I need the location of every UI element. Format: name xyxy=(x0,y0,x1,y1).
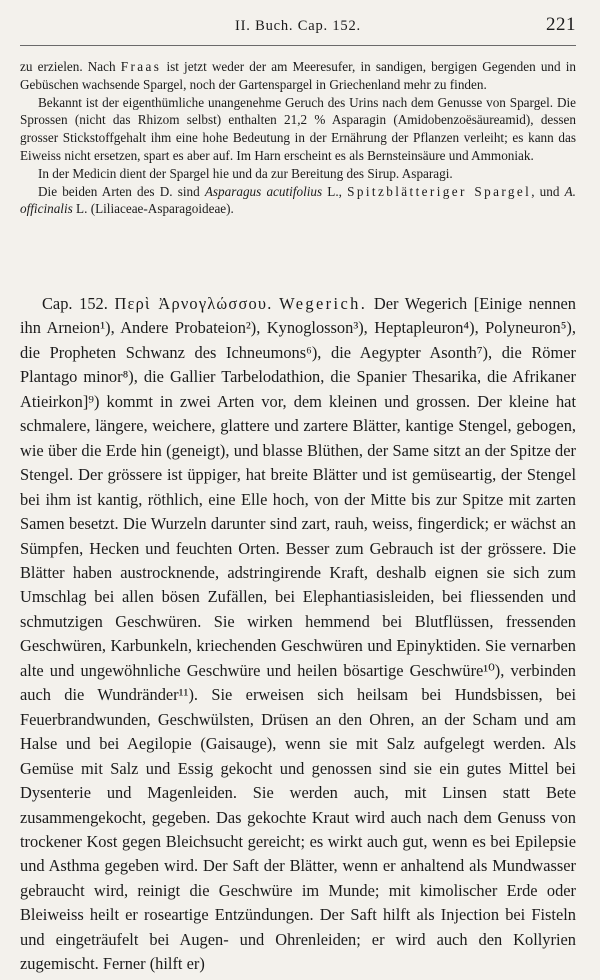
header-rule xyxy=(20,45,576,46)
greek-title: Περὶ Ἀρνογλώσσου. xyxy=(114,294,273,313)
commentary-notes xyxy=(20,58,576,218)
note-paragraph-2: Bekannt ist der eigenthümliche unangenehme Geruch des Urins nach dem Genusse von Spargel. Die Sprossen (nicht das Rhizom selbst) enthalten 21,2 % Asparagin (Amidobenzoësäureamid), dessen grosser Stickstoffgehalt ihm eine hohe Bedeutung in der Ernährung der Pflanzen verleiht; es kann das Eiweiss nicht ersetzen, spart es aber auf. Im Harn erscheint es als Bernsteinsäure und Ammoniak. xyxy=(20,94,576,163)
note-paragraph-1: zu erzielen. Nach Fraas ist jetzt weder der am Meeresufer, in sandigen, bergigen Gegenden und in Gebüschen wachsende Spargel, noch der Gartenspargel in Griechenland mehr zu finden. xyxy=(20,59,576,92)
chapter-body: Der Wegerich [Einige nennen ihn Arneion¹), Andere Probateion²), Kynoglosson³), Heptapleuron⁴), Polyneuron⁵), die Propheten Schwanz des Ichneumons⁶), die Aegypter Asonth⁷), die Römer Plantago minor⁸), die Gallier Tarbelodathion, die Spanier Thesarika, die Afrikaner Atieirkon]⁹) kommt in zwei Arten vor, dem kleinen und grossen. Der kleine hat schmalere, längere, weichere, glattere und zartere Blätter, kantige Stengel, gebogen, wie über die Erde hin (geneigt), und blasse Blüthen, der Same sitzt an der Spitze der Stengel. Der grössere ist üppiger, hat breite Blätter und ist gemüseartig, der Stengel bei ihm ist kantig, röthlich, eine Elle hoch, von der Mitte bis zur Spitze mit zarten Samen besetzt. Die Wurzeln darunter sind zart, rauh, weiss, fingerdick; er wächst an Sümpfen, Hecken und feuchten Orten. Besser zum Gebrauch ist der grössere. Die Blätter haben austrocknende, adstringirende Kraft, deshalb eignen sie sich zum Umschlag bei allen bösen Zufällen, bei Elephantiasisleiden, bei fliessenden und schmutzigen Geschwüren. Sie wirken hemmend bei Blutflüssen, fressenden Geschwüren, Karbunkeln, kriechenden Geschwüren und Epinyktiden. Sie vernarben alte und ungewöhnliche Geschwüre und heilen bösartige Geschwüre¹⁰), verbinden auch die Wundränder¹¹). Sie erweisen sich heilsam bei Hundsbissen, bei Feuerbrandwunden, Geschwülsten, Drüsen an den Ohren, an der Scham und am Halse und bei Aegilopie (Gaisauge), wenn sie mit Salz aufgelegt werden. Als Gemüse mit Salz und Essig gekocht und genossen sind sie ein gutes Mittel bei Dysenterie und Magenleiden. Sie werden auch, mit Linsen statt Bete zusammengekocht, gegeben. Das gekochte Kraut wird auch nach dem Genuss von trockener Kost gegen Bleichsucht gereicht; es wirkt auch gut, wenn es bei Epilepsie und Asthma gegeben wird. Der Saft der Blätter, wenn er anhaltend als Mundwasser gebraucht wird, reinigt die Geschwüre im Munde; mit kimolischer Erde oder Bleiweiss heilt er roseartige Entzündungen. Der Saft hilft als Injection bei Fisteln und eingeträufelt bei Augen- und Ohrenleiden; er wird auch den Kollyrien zugemischt. Ferner (hilft er) xyxy=(20,294,576,974)
species-name: A. officinalis xyxy=(20,183,576,217)
page-number: 221 xyxy=(546,14,576,35)
german-title: Wegerich. xyxy=(279,294,368,313)
common-name: Spitzblätteriger Spargel xyxy=(347,183,532,199)
note-paragraph-4: Die beiden Arten des D. sind Asparagus acutifolius L., Spitzblätteriger Spargel, und A. officinalis L. (Liliaceae-Asparagoideae). xyxy=(20,183,576,217)
chapter-text xyxy=(20,292,576,977)
page-header xyxy=(20,10,576,40)
chapter-paragraph xyxy=(20,292,576,977)
author-name-fraas: Fraas xyxy=(120,59,162,74)
chapter-label: Cap. 152. xyxy=(42,294,108,313)
species-name: Asparagus acutifolius xyxy=(204,183,323,199)
note-paragraph-3: In der Medicin dient der Spargel hie und da zur Bereitung des Sirup. Asparagi. xyxy=(38,165,453,181)
running-head: II. Buch. Cap. 152. xyxy=(235,18,361,34)
